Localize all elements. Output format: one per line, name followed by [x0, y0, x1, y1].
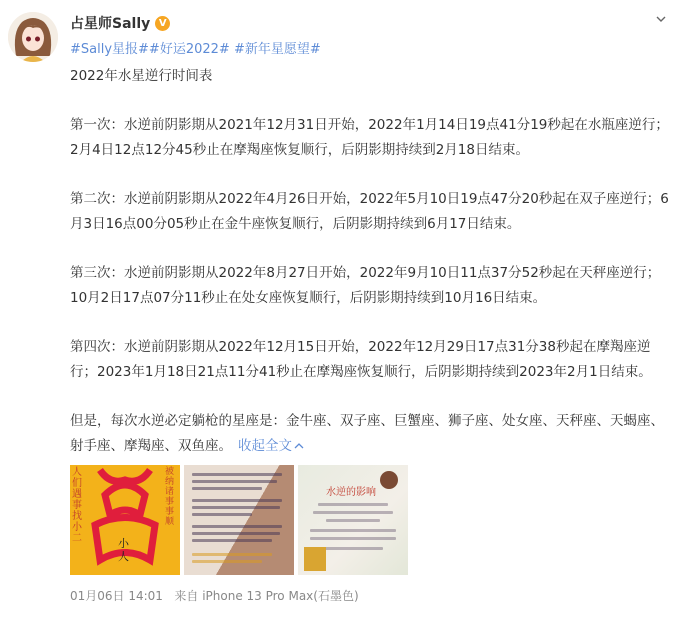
post-title: 2022年水星逆行时间表	[70, 68, 213, 84]
author-name[interactable]: 占星师Sally V	[70, 13, 170, 33]
avatar[interactable]	[8, 12, 58, 62]
post-image[interactable]: 水逆的影响	[298, 465, 408, 575]
hashtag-link[interactable]: #Sally星报#	[70, 42, 149, 57]
post-paragraph: 第一次：水逆前阴影期从2021年12月31日开始，2022年1月14日19点41分19秒起在水瓶座逆行；2月4日12点12分45秒止在摩羯座恢复顺行，后阴影期持续到2月18日结束。	[70, 117, 669, 158]
post-image[interactable]	[184, 465, 294, 575]
post-paragraph: 第二次：水逆前阴影期从2022年4月26日开始，2022年5月10日19点47分20秒起在双子座逆行；6月3日16点00分05秒止在金牛座恢复顺行，后阴影期持续到6月17日结束。	[70, 191, 669, 232]
post-content	[70, 64, 670, 483]
image-grid	[70, 465, 408, 575]
hashtags	[70, 38, 321, 57]
collapse-text-link[interactable]: 收起全文	[238, 438, 304, 454]
avatar-illustration	[8, 12, 58, 62]
post-time[interactable]: 01月06日 14:01	[70, 589, 163, 603]
post-paragraph: 但是，每次水逆必定躺枪的星座是：金牛座、双子座、巨蟹座、狮子座、处女座、天秤座、天蝎座、射手座、摩羯座、双鱼座。	[70, 413, 664, 454]
chevron-down-icon[interactable]	[656, 14, 666, 24]
post-paragraph: 第三次：水逆前阴影期从2022年8月27日开始，2022年9月10日11点37分52秒起在天秤座逆行；10月2日17点07分11秒止在处女座恢复顺行，后阴影期持续到10月16日结束。	[70, 265, 661, 306]
hashtag-link[interactable]: #好运2022#	[148, 42, 230, 57]
post-image[interactable]: 人们遇事找小二 被纳诸事事顺 小人	[70, 465, 180, 575]
verified-icon: V	[155, 16, 170, 31]
hashtag-link[interactable]: #新年星愿望#	[233, 42, 321, 57]
post-paragraph: 第四次：水逆前阴影期从2022年12月15日开始，2022年12月29日17点31分38秒起在摩羯座逆行；2023年1月18日21点11分41秒止在摩羯座恢复顺行，后阴影期持续到2023年2月1日结束。	[70, 339, 652, 380]
post-meta	[70, 587, 359, 604]
post-source: 来自 iPhone 13 Pro Max(石墨色)	[174, 589, 359, 603]
chevron-up-icon	[294, 442, 304, 450]
